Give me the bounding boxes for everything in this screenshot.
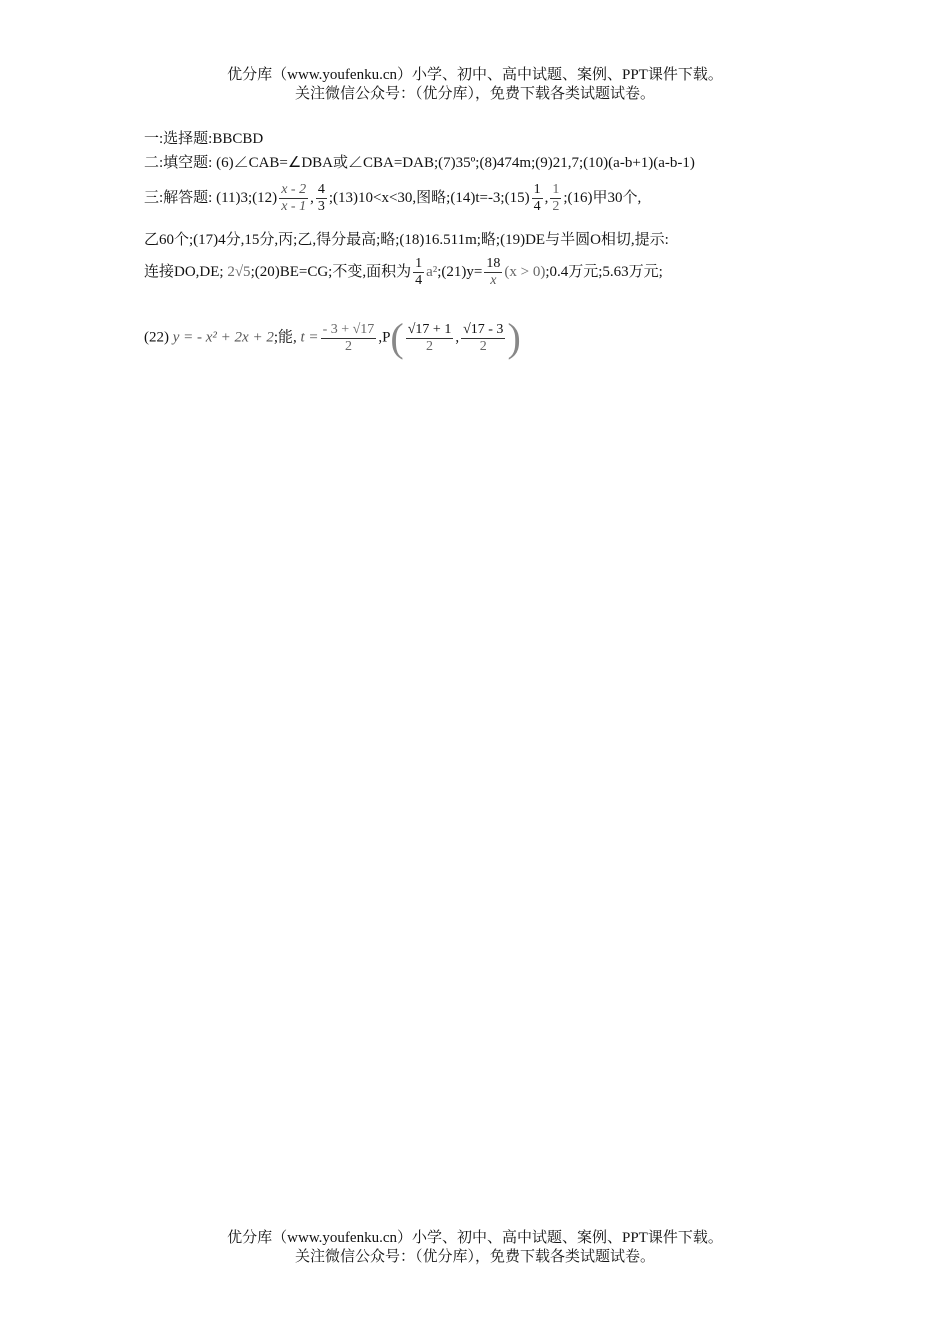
solve-answers-line-3: [144, 256, 663, 289]
q22-p-x: $\frac{√17 + 1}{2}$: [407, 321, 452, 354]
q12-fraction: $\frac{x - 2}{x - 1}$: [281, 182, 307, 214]
q19-tail: 连接DO,DE;: [144, 263, 224, 280]
q20-tail: a²: [426, 263, 438, 280]
q20-fraction: $\frac{1}{4}$: [415, 256, 423, 288]
choice-answers: 一:选择题:BBCBD: [144, 131, 264, 147]
fill-answers: 二:填空题: (6)∠CAB=∠DBA或∠CBA=DAB;(7)35º;(8)474m;(9)21,7;(10)(a-b+1)(a-b-1): [144, 155, 695, 171]
q15-fraction-a: $\frac{1}{4}$: [533, 182, 541, 214]
q21-condition: (x > 0): [504, 263, 546, 280]
q22-answer: (22) y = - x² + 2x + 2;能, t = $\frac{- 3 + √17}{2}$ ,P( $\frac{√17 + 1}{2}$ , $\frac{√17 - 3}{2}$ ): [144, 315, 521, 360]
q21-text: ;(21)y=: [437, 263, 483, 280]
q15-fraction-b: $\frac{1}{2}$: [552, 182, 560, 214]
solve-answers-line-1: 三:解答题: (11)3;(12) $\frac{x - 2}{x - 1}$ , $\frac{4}{3}$ ;(13)10<x<30,图略;(14)t=-3;(15) $\frac{1}{4}$ , $\frac{1}{2}$ ;(16)甲30个,: [144, 182, 642, 214]
page-header: [0, 66, 950, 104]
footer-line-2: 关注微信公众号：（优分库），免费下载各类试题试卷。: [294, 1249, 655, 1265]
sqrt-value: 2√5: [227, 263, 251, 280]
right-paren: ): [507, 315, 521, 360]
q22-equation: y = - x² + 2x + 2: [172, 329, 274, 346]
q22-mid: ;能,: [273, 329, 297, 346]
q21-tail: ;0.4万元;5.63万元;: [545, 263, 663, 280]
q20-text: ;(20)BE=CG;不变,面积为: [250, 263, 412, 280]
q22-label: (22): [144, 329, 169, 346]
q22-t-fraction: $\frac{- 3 + √17}{2}$: [322, 321, 375, 354]
header-line-2: 关注微信公众号：（优分库），免费下载各类试题试卷。: [294, 86, 655, 102]
q22-p-y: $\frac{√17 - 3}{2}$: [463, 321, 504, 354]
footer-line-1: 优分库（www.youfenku.cn）小学、初中、高中试题、案例、PPT课件下载。: [227, 1230, 723, 1246]
page-footer: [0, 1229, 950, 1267]
header-line-1: 优分库（www.youfenku.cn）小学、初中、高中试题、案例、PPT课件下载。: [227, 67, 723, 83]
q21-fraction: $\frac{18}{x}$: [486, 256, 501, 288]
q22-t-label: t =: [300, 329, 319, 346]
solve-prefix: 三:解答题: (11)3;(12): [144, 189, 278, 206]
left-paren: (: [390, 315, 404, 360]
solve-answers-line-2: 乙60个;(17)4分,15分,丙;乙,得分最高;略;(18)16.511m;略;(19)DE与半圆O相切,提示:: [144, 232, 669, 248]
q13-15-text: ;(13)10<x<30,图略;(14)t=-3;(15): [328, 189, 530, 206]
q12-value-fraction: $\frac{4}{3}$: [317, 182, 325, 214]
q22-p-label: ,P: [378, 329, 391, 346]
q16-text: ;(16)甲30个,: [563, 189, 642, 206]
